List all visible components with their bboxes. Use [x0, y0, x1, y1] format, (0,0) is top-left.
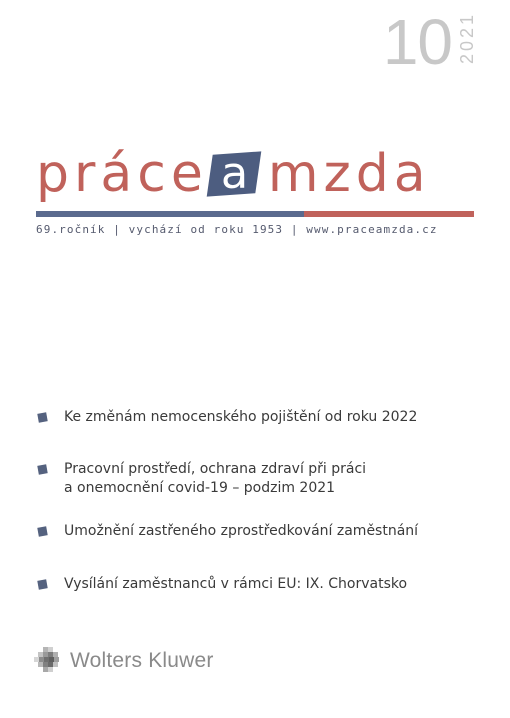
magazine-logo — [36, 144, 431, 204]
divider-blue-segment — [36, 211, 304, 217]
table-of-contents — [36, 408, 476, 594]
toc-item-text — [64, 408, 417, 427]
bullet-square-icon — [37, 579, 47, 589]
issue-year: 2021 — [457, 12, 477, 65]
tagline: 69.ročník | vychází od roku 1953 | www.praceamzda.cz — [36, 223, 438, 236]
toc-item — [36, 522, 476, 541]
toc-item-line: Vysílání zaměstnanců v rámci EU: IX. Chorvatsko — [64, 576, 408, 592]
toc-item — [36, 575, 476, 594]
logo-a-box — [207, 148, 262, 199]
bullet-square-icon — [37, 412, 47, 422]
toc-item-text — [64, 575, 407, 594]
publisher-logo — [34, 647, 214, 675]
toc-item — [36, 408, 476, 427]
divider-red-segment — [304, 211, 474, 217]
logo-word-mzda: mzda — [267, 144, 431, 204]
toc-item-line: a onemocnění covid-19 – podzim 2021 — [64, 480, 336, 496]
logo-conjunction: a — [220, 148, 248, 199]
publisher-name: Wolters Kluwer — [70, 649, 214, 672]
wolters-kluwer-logo-icon — [34, 647, 62, 675]
toc-item — [36, 460, 476, 498]
issue-number: 10 — [382, 6, 452, 78]
issue-number-block — [382, 6, 477, 78]
bullet-square-icon — [37, 464, 47, 474]
toc-item-line: Ke změnám nemocenského pojištění od roku 2022 — [64, 409, 418, 425]
toc-item-text — [64, 522, 418, 541]
bullet-square-icon — [37, 526, 47, 536]
logo-divider — [36, 211, 474, 217]
logo-word-prace: práce — [36, 144, 208, 204]
toc-item-line: Pracovní prostředí, ochrana zdraví při práci — [64, 461, 367, 477]
toc-item-text — [64, 460, 366, 498]
toc-item-line: Umožnění zastřeného zprostředkování zaměstnání — [64, 523, 419, 539]
